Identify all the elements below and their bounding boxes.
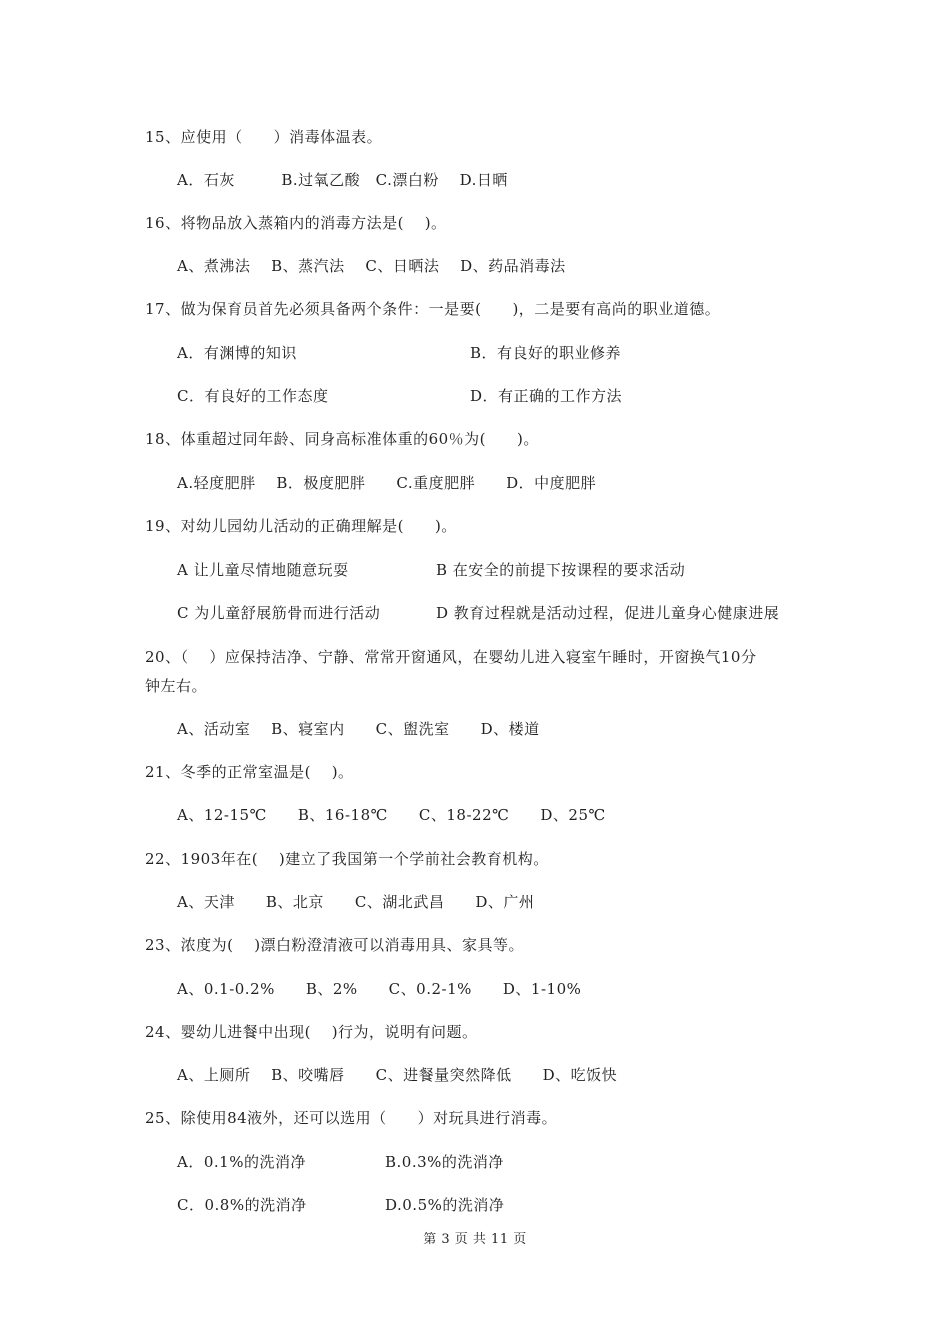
question-17-option-c: C．有良好的工作态度	[177, 387, 329, 405]
question-16-options: A、煮沸法 B、蒸汽法 C、日晒法 D、药品消毒法	[177, 257, 566, 275]
question-19-option-b: B 在安全的前提下按课程的要求活动	[436, 561, 686, 579]
question-24-stem: 24、婴幼儿进餐中出现( )行为，说明有问题。	[145, 1023, 478, 1041]
question-19-option-d: D 教育过程就是活动过程，促进儿童身心健康进展	[436, 604, 780, 622]
question-25-option-c: C．0.8%的洗消净	[177, 1196, 307, 1214]
question-20-stem-line-1: 20、（ ）应保持洁净、宁静、常常开窗通风，在婴幼儿进入寝室午睡时，开窗换气10分	[145, 648, 757, 666]
question-17-option-a: A．有渊博的知识	[177, 344, 297, 362]
question-15-stem: 15、应使用（ ）消毒体温表。	[145, 128, 383, 146]
question-25-stem: 25、除使用84液外，还可以选用（ ）对玩具进行消毒。	[145, 1109, 558, 1127]
question-17-stem: 17、做为保育员首先必须具备两个条件：一是要( )，二是要有高尚的职业道德。	[145, 300, 721, 318]
question-24-options: A、上厕所 B、咬嘴唇 C、进餐量突然降低 D、吃饭快	[177, 1066, 618, 1084]
question-16-stem: 16、将物品放入蒸箱内的消毒方法是( )。	[145, 214, 447, 232]
question-18-stem: 18、体重超过同年龄、同身高标准体重的60％为( )。	[145, 430, 539, 448]
question-19-option-c: C 为儿童舒展筋骨而进行活动	[177, 604, 381, 622]
question-20-stem-line-2: 钟左右。	[145, 677, 208, 695]
question-22-stem: 22、1903年在( )建立了我国第一个学前社会教育机构。	[145, 850, 549, 868]
question-17-option-d: D．有正确的工作方法	[470, 387, 623, 405]
question-20-options: A、活动室 B、寝室内 C、盥洗室 D、楼道	[177, 720, 540, 738]
question-25-option-b: B.0.3%的洗消净	[385, 1153, 504, 1171]
question-15-options: A．石灰 B.过氧乙酸 C.漂白粉 D.日晒	[177, 171, 508, 189]
question-18-options: A.轻度肥胖 B．极度肥胖 C.重度肥胖 D．中度肥胖	[177, 474, 597, 492]
question-19-option-a: A 让儿童尽情地随意玩耍	[177, 561, 349, 579]
question-25-option-a: A．0.1%的洗消净	[177, 1153, 306, 1171]
question-23-options: A、0.1-0.2% B、2% C、0.2-1% D、1-10%	[177, 980, 582, 998]
question-19-stem: 19、对幼儿园幼儿活动的正确理解是( )。	[145, 517, 457, 535]
question-21-options: A、12-15℃ B、16-18℃ C、18-22℃ D、25℃	[177, 806, 606, 824]
question-22-options: A、天津 B、北京 C、湖北武昌 D、广州	[177, 893, 535, 911]
question-25-option-d: D.0.5%的洗消净	[385, 1196, 505, 1214]
question-17-option-b: B．有良好的职业修养	[470, 344, 622, 362]
page-footer: 第 3 页 共 11 页	[423, 1232, 527, 1247]
question-23-stem: 23、浓度为( )漂白粉澄清液可以消毒用具、家具等。	[145, 936, 525, 954]
question-21-stem: 21、冬季的正常室温是( )。	[145, 763, 354, 781]
